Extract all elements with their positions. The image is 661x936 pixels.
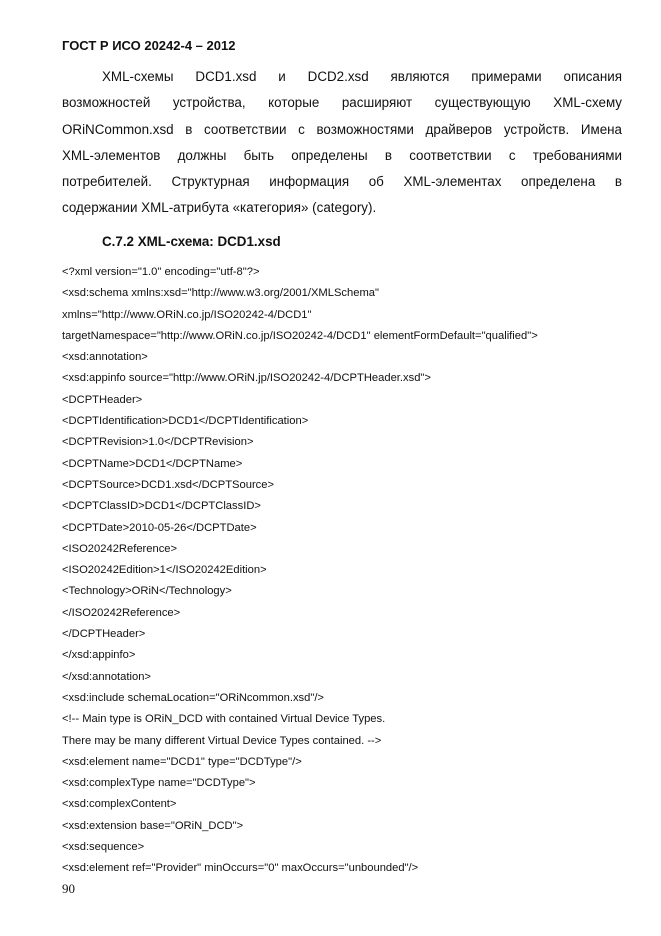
code-line: <DCPTDate>2010-05-26</DCPTDate>	[62, 521, 257, 534]
code-line: <ISO20242Reference>	[62, 542, 178, 555]
code-line: <xsd:element ref="Provider" minOccurs="0" maxOccurs="unbounded"/>	[62, 862, 419, 875]
code-line: <xsd:schema xmlns:xsd="http://www.w3.org/2001/XMLSchema"	[62, 287, 379, 300]
paragraph-line: содержании XML-атрибута «категория» (category).	[62, 200, 377, 216]
code-line: <xsd:annotation>	[62, 351, 148, 364]
code-line: <DCPTSource>DCD1.xsd</DCPTSource>	[62, 478, 275, 491]
code-line: <xsd:sequence>	[62, 841, 145, 854]
page-number: 90	[62, 881, 75, 896]
xml-code-listing	[62, 262, 642, 880]
code-line: targetNamespace="http://www.ORiN.co.jp/ISO20242-4/DCD1" elementFormDefault="qualified">	[62, 329, 538, 342]
code-line: <?xml version="1.0" encoding="utf-8"?>	[62, 266, 260, 278]
code-line: There may be many different Virtual Device Types contained. -->	[62, 734, 382, 747]
standard-header: ГОСТ Р ИСО 20242-4 – 2012	[62, 38, 236, 53]
code-line: <Technology>ORiN</Technology>	[62, 585, 232, 598]
code-line: <DCPTHeader>	[62, 393, 143, 406]
paragraph-line: XML-элементов должны быть определены в соответствии с требованиями	[62, 147, 622, 163]
code-line: <DCPTIdentification>DCD1</DCPTIdentification>	[62, 415, 309, 428]
section-title: C.7.2 XML-схема: DCD1.xsd	[102, 234, 281, 249]
code-line: <DCPTName>DCD1</DCPTName>	[62, 457, 243, 470]
code-line: <DCPTRevision>1.0</DCPTRevision>	[62, 436, 254, 449]
code-line: </ISO20242Reference>	[62, 606, 181, 619]
code-line: <xsd:appinfo source="http://www.ORiN.jp/ISO20242-4/DCPTHeader.xsd">	[62, 372, 431, 385]
code-line: </xsd:annotation>	[62, 670, 151, 683]
code-line: <ISO20242Edition>1</ISO20242Edition>	[62, 564, 267, 577]
code-line: <xsd:complexContent>	[62, 798, 177, 811]
intro-paragraph	[62, 64, 622, 222]
paragraph-line: ORiNCommon.xsd в соответствии с возможностями драйверов устройств. Имена	[62, 121, 622, 137]
paragraph-line: возможностей устройства, которые расширяют существующую XML-схему	[62, 95, 622, 111]
code-line: <xsd:extension base="ORiN_DCD">	[62, 819, 244, 832]
code-line: <xsd:complexType name="DCDType">	[62, 777, 256, 790]
code-line: <!-- Main type is ORiN_DCD with contained Virtual Device Types.	[62, 713, 386, 726]
paragraph-line: потребителей. Структурная информация об XML-элементах определена в	[62, 174, 622, 190]
paragraph-line: XML-схемы DCD1.xsd и DCD2.xsd являются примерами описания	[102, 69, 622, 84]
code-line: </xsd:appinfo>	[62, 649, 136, 662]
code-line: <DCPTClassID>DCD1</DCPTClassID>	[62, 500, 261, 513]
code-line: </DCPTHeader>	[62, 628, 146, 641]
code-line: <xsd:include schemaLocation="ORiNcommon.xsd"/>	[62, 691, 324, 704]
code-line: xmlns="http://www.ORiN.co.jp/ISO20242-4/DCD1"	[62, 308, 312, 321]
code-line: <xsd:element name="DCD1" type="DCDType"/>	[62, 755, 302, 768]
